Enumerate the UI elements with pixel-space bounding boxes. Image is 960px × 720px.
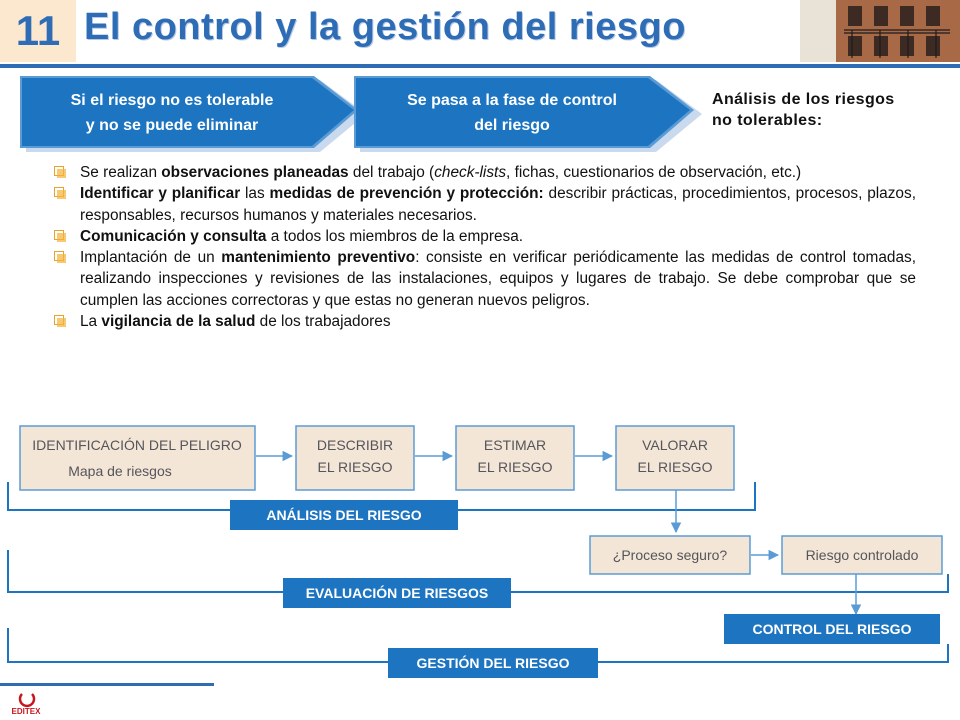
evaluation-band-label: EVALUACIÓN DE RIESGOS bbox=[305, 585, 489, 601]
identify-hazard-box bbox=[20, 426, 255, 490]
editex-logo bbox=[6, 690, 46, 716]
bullet-bold: Identificar y planificar bbox=[80, 185, 241, 203]
arrow-2-line1: Se pasa a la fase de control bbox=[407, 92, 617, 109]
management-band-label: GESTIÓN DEL RIESGO bbox=[416, 655, 570, 671]
bullet-italic: check-lists bbox=[434, 164, 507, 181]
arrow-1-label bbox=[24, 88, 320, 138]
bullet-text: de los trabajadores bbox=[255, 313, 391, 331]
logo-text: EDITEX bbox=[11, 707, 41, 716]
estimate-label-2: EL RIESGO bbox=[477, 459, 553, 475]
evaluation-bracket bbox=[8, 550, 283, 592]
bullet-text: del trabajo ( bbox=[348, 164, 435, 181]
checkbox-bullet-icon bbox=[54, 187, 66, 199]
bullet-bold: medidas de prevención y protección: bbox=[269, 185, 544, 203]
risk-management-diagram bbox=[0, 410, 960, 682]
assess-risk-box bbox=[616, 426, 734, 490]
arrow-2-line2: del riesgo bbox=[474, 117, 550, 134]
assess-label-1: VALORAR bbox=[642, 437, 708, 453]
risk-map-label: Mapa de riesgos bbox=[68, 463, 172, 479]
arrow-1-line1: Si el riesgo no es tolerable bbox=[70, 92, 274, 109]
analysis-heading-line1: Análisis de los riesgos bbox=[712, 91, 895, 108]
bullet-bold: vigilancia de la salud bbox=[101, 313, 256, 331]
bullet-text: , fichas, cuestionarios de observación, etc.) bbox=[506, 164, 802, 181]
identify-label: IDENTIFICACIÓN DEL PELIGRO bbox=[32, 437, 242, 453]
bullet-text: Se realizan bbox=[80, 164, 162, 181]
describe-label-2: EL RIESGO bbox=[317, 459, 393, 475]
bullet-text: : consiste en verificar periódicamente las medidas de control tomadas, realizando inspecciones y revisiones de las instalaciones, equipos y lugares de trabajo. Se debe comprobar que se cumplen las acciones correctoras y que estas no generan nuevos peligros. bbox=[80, 249, 916, 309]
bullet-list bbox=[54, 162, 916, 332]
bullet-text: Implantación de un bbox=[80, 249, 222, 267]
checkbox-bullet-icon bbox=[54, 251, 66, 263]
describe-label-1: DESCRIBIR bbox=[316, 437, 394, 453]
bullet-item bbox=[54, 162, 916, 183]
control-band-label: CONTROL DEL RIESGO bbox=[752, 621, 912, 637]
describe-risk-box bbox=[296, 426, 414, 490]
estimate-label-1: ESTIMAR bbox=[483, 437, 547, 453]
bullet-bold: mantenimiento preventivo bbox=[221, 249, 416, 267]
analysis-band-label: ANÁLISIS DEL RIESGO bbox=[266, 507, 422, 523]
page-title: El control y la gestión del riesgo bbox=[84, 6, 686, 48]
safe-process-label: ¿Proceso seguro? bbox=[612, 547, 728, 563]
bullet-text: a todos los miembros de la empresa. bbox=[266, 227, 524, 245]
assess-label-2: EL RIESGO bbox=[637, 459, 713, 475]
arrow-2-label bbox=[358, 88, 666, 138]
management-bracket bbox=[8, 628, 388, 662]
bullet-text: La bbox=[80, 313, 102, 331]
evaluation-bracket-right bbox=[511, 574, 948, 592]
arrow-1-line2: y no se puede eliminar bbox=[85, 117, 259, 134]
estimate-risk-box bbox=[456, 426, 574, 490]
bullet-item bbox=[54, 183, 916, 226]
bullet-text: las bbox=[240, 185, 270, 203]
chapter-number: 11 bbox=[0, 0, 76, 62]
bullet-item bbox=[54, 247, 916, 311]
analysis-heading bbox=[712, 89, 895, 131]
bullet-item bbox=[54, 226, 916, 247]
checkbox-bullet-icon bbox=[54, 230, 66, 242]
controlled-risk-label: Riesgo controlado bbox=[805, 547, 919, 563]
footer-rule bbox=[0, 683, 214, 686]
header-building-photo bbox=[800, 0, 960, 62]
checkbox-bullet-icon bbox=[54, 315, 66, 327]
bullet-bold: Comunicación y consulta bbox=[80, 227, 267, 245]
bullet-bold: observaciones planeadas bbox=[161, 164, 349, 181]
management-bracket-right bbox=[598, 644, 948, 662]
analysis-heading-line2: no tolerables: bbox=[712, 112, 823, 129]
checkbox-bullet-icon bbox=[54, 166, 66, 178]
bullet-text: describir prácticas, procedimientos, procesos, plazos, responsables, recursos humanos y materiales necesarios. bbox=[80, 185, 916, 224]
bullet-item bbox=[54, 311, 916, 332]
